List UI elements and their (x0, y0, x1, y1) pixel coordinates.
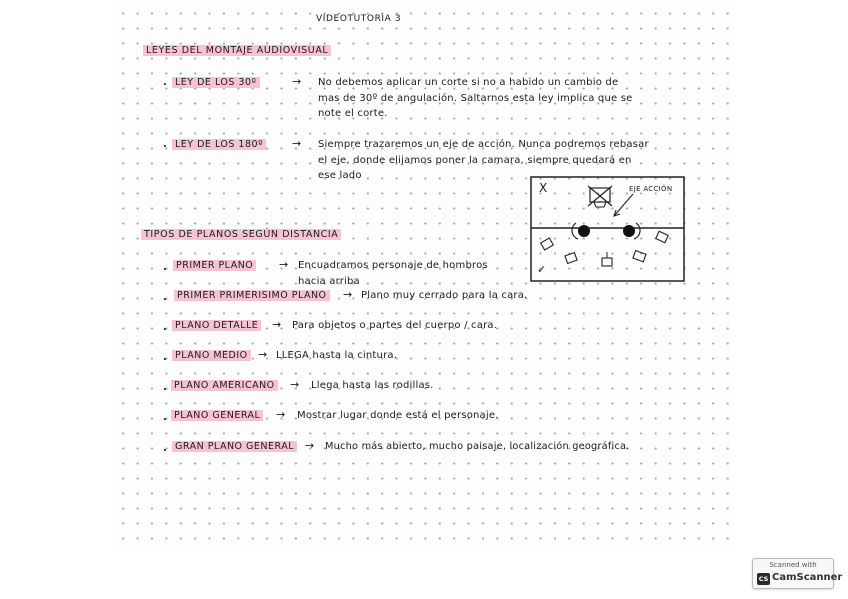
law-180-name (172, 138, 266, 152)
arrow-icon: → (305, 439, 315, 452)
bullet: . (163, 382, 167, 393)
law-30-line-2: mas de 30º de angulación. Saltarnos esta ley implica que se (318, 93, 633, 104)
law-180-line-3: ese lado (318, 170, 362, 181)
shot-name-text: PRIMER PLANO (173, 260, 256, 271)
shot-desc-detalle: Para objetos o partes del cuerpo / cara. (292, 320, 498, 331)
bullet: . (163, 262, 167, 273)
law-30-line-3: note el corte. (318, 108, 388, 119)
axis-label: EJE ACCIÓN (629, 185, 673, 193)
arrow-icon: → (290, 378, 300, 391)
axis-of-action-diagram (530, 176, 685, 282)
shot-name-text: PLANO DETALLE (172, 320, 261, 331)
camera-icon (656, 231, 668, 242)
law-180-name-text: LEY DE LOS 180º (172, 139, 266, 150)
shot-desc-americano: Llega hasta las rodillas. (311, 380, 434, 391)
camscanner-badge (752, 558, 843, 589)
shot-desc-medio: LLEGA hasta la cintura. (276, 350, 398, 361)
camera-icon (633, 251, 646, 262)
shot-name-text: PLANO GENERAL (171, 410, 263, 421)
law-30-line-1: No debemos aplicar un corte si no a habido un cambio de (318, 77, 619, 88)
shot-name-medio (172, 349, 251, 363)
law-30-name (172, 76, 260, 90)
character-left-icon (572, 223, 590, 239)
bullet: . (163, 77, 167, 88)
shot-name-primer-plano (173, 259, 256, 273)
arrow-icon: → (276, 408, 286, 421)
shot-desc-primerisimo: Plano muy cerrado para la cara. (361, 290, 528, 301)
shot-name-text: PRIMER PRIMERISIMO PLANO (174, 290, 330, 301)
arrow-icon: → (343, 288, 353, 301)
law-180-line-2: el eje, donde elijamos poner la camara, siempre quedará en (318, 155, 632, 166)
camscanner-name: CamScanner (772, 572, 843, 583)
shot-name-gran-general (172, 440, 297, 454)
shot-name-americano (171, 379, 278, 393)
camera-icon (541, 238, 554, 250)
shot-name-text: PLANO AMERICANO (171, 380, 278, 391)
bullet: . (163, 139, 167, 150)
section-heading-montaje-text: LEYES DEL MONTAJE AUDIOVISUAL (143, 45, 331, 56)
page-title: VIDEOTUTORIA 3 (316, 14, 402, 24)
shot-name-text: GRAN PLANO GENERAL (172, 441, 297, 452)
bullet: . (163, 352, 167, 363)
camera-icon (602, 252, 612, 266)
bullet: . (163, 292, 167, 303)
character-right-icon (623, 223, 640, 239)
law-180-line-1: Siempre trazaremos un eje de acción. Nunca podremos rebasar (318, 139, 649, 150)
camera-icon (565, 253, 577, 264)
shot-desc-primer-plano: Encuadramos personaje de hombros (298, 260, 488, 271)
check-mark-icon: ✓ (537, 263, 547, 276)
section-heading-planos (141, 228, 341, 242)
arrow-icon: → (258, 348, 268, 361)
law-30-name-text: LEY DE LOS 30º (172, 77, 260, 88)
shot-name-general (171, 409, 263, 423)
bullet: . (163, 322, 167, 333)
label-pointer (614, 194, 633, 216)
shot-name-text: PLANO MEDIO (172, 350, 251, 361)
arrow-icon: → (292, 137, 302, 150)
camscanner-caption: Scanned with (769, 561, 817, 569)
shot-desc-gran-general: Mucho más abierto, mucho paisaje, localización geográfica. (325, 441, 630, 452)
shot-name-detalle (172, 319, 261, 333)
shot-desc-primer-plano-2: hacia arriba (298, 276, 360, 287)
arrow-icon: → (292, 75, 302, 88)
section-heading-planos-text: TIPOS DE PLANOS SEGÚN DISTANCIA (141, 229, 341, 240)
section-heading-montaje (143, 44, 331, 58)
bullet: . (163, 443, 167, 454)
shot-desc-general: Mostrar lugar donde está el personaje. (297, 410, 499, 421)
arrow-icon: → (272, 318, 282, 331)
arrow-icon: → (279, 258, 289, 271)
crossed-camera-icon (588, 186, 612, 207)
camscanner-logo-icon: CS (758, 575, 769, 583)
shot-name-primerisimo (174, 289, 330, 303)
wrong-mark-icon: X (539, 181, 548, 195)
bullet: . (163, 412, 167, 423)
